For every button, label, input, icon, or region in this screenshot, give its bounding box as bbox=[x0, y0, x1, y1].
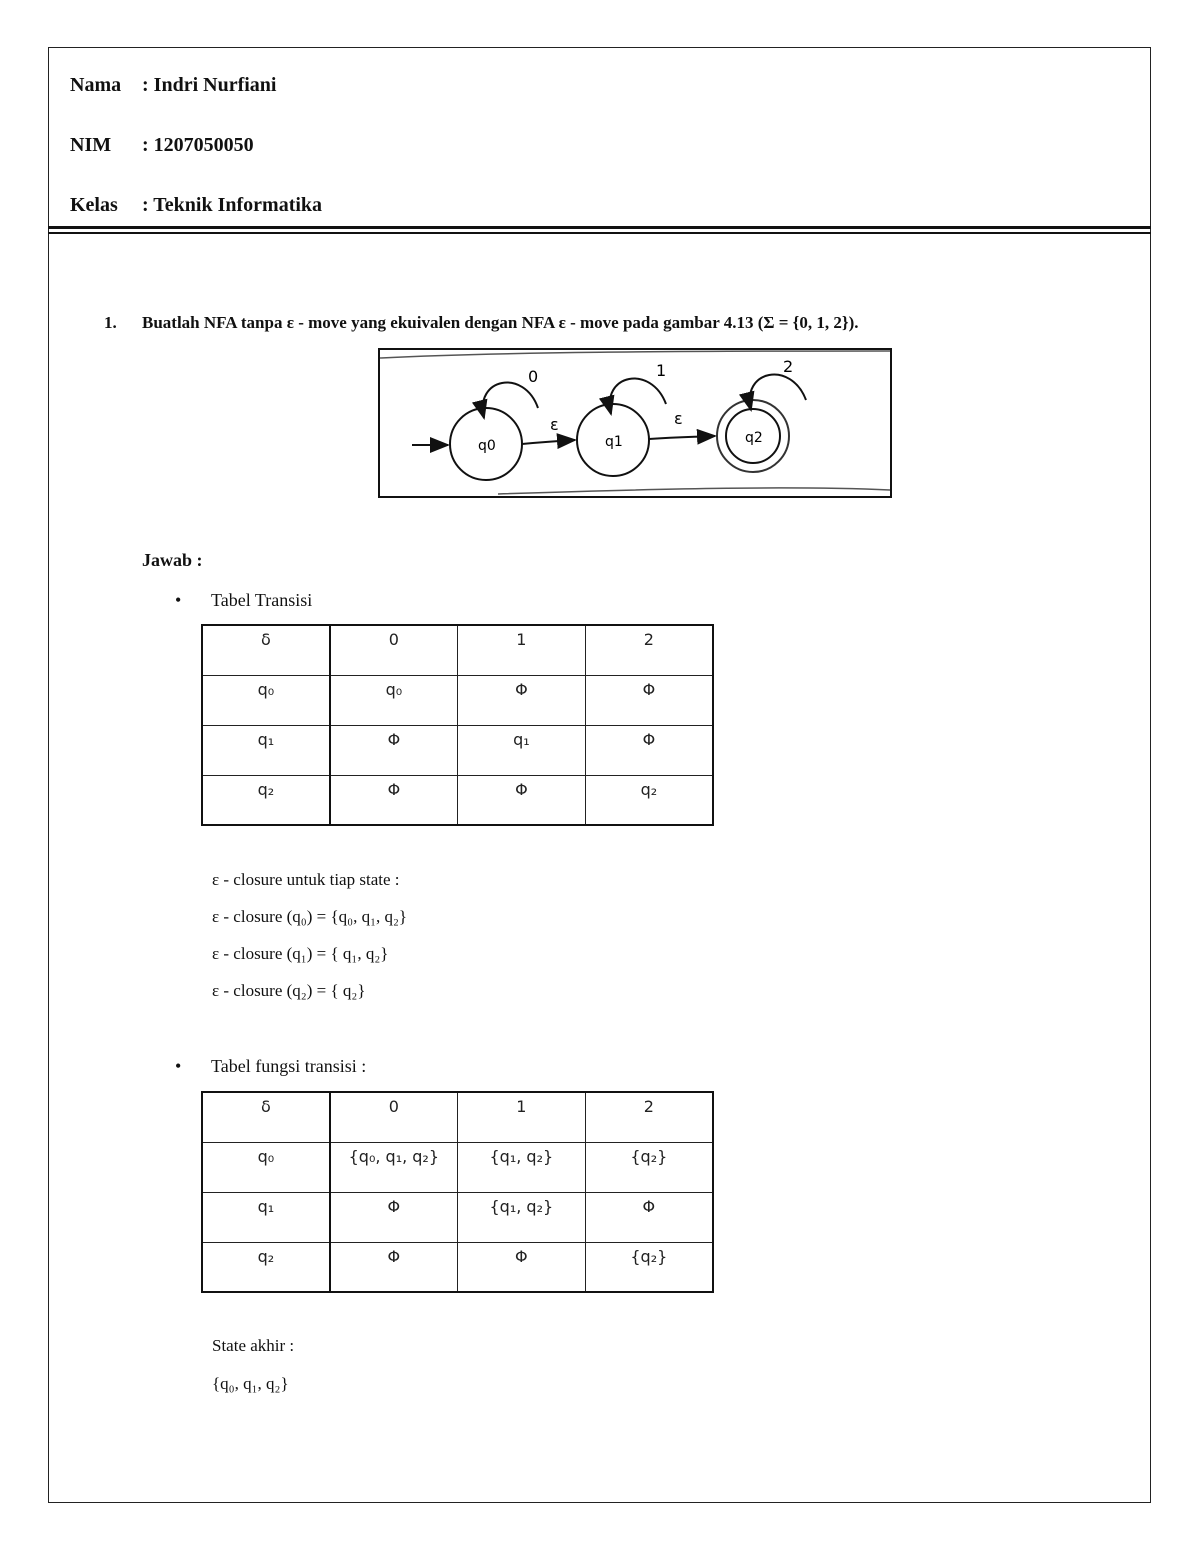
table-cell: {q₁, q₂} bbox=[457, 1142, 585, 1192]
table-row bbox=[202, 775, 713, 825]
nim-label: NIM bbox=[70, 134, 112, 156]
table-cell: Φ bbox=[330, 775, 458, 825]
question-text: Buatlah NFA tanpa ε - move yang ekuivalen dengan NFA ε - move pada gambar 4.13 (Σ = {0, 1, 2}). bbox=[142, 313, 859, 332]
bullet-text: Tabel fungsi transisi : bbox=[211, 1056, 367, 1076]
table-cell: Φ bbox=[330, 1192, 458, 1242]
table-row bbox=[202, 1142, 713, 1192]
kelas-value: : Teknik Informatika bbox=[142, 194, 323, 216]
table-row bbox=[202, 1092, 713, 1142]
table-cell: Φ bbox=[457, 1242, 585, 1292]
table-row bbox=[202, 625, 713, 675]
table-cell: {q₂} bbox=[585, 1142, 713, 1192]
header-rule-bottom bbox=[48, 232, 1151, 234]
nama-value: : Indri Nurfiani bbox=[142, 74, 277, 96]
bullet-dot: • bbox=[175, 1056, 182, 1076]
table-cell: q₁ bbox=[458, 725, 586, 775]
table-cell: Φ bbox=[330, 1242, 458, 1292]
bullet-tabel-transisi bbox=[175, 590, 312, 611]
jawab-label: Jawab : bbox=[142, 550, 203, 570]
table-cell: Φ bbox=[458, 675, 586, 725]
name-line bbox=[70, 74, 276, 97]
kelas-line bbox=[70, 194, 322, 217]
closure-q1: ε - closure (q₁) = { q₁, q₂} bbox=[212, 944, 389, 963]
table-row bbox=[202, 675, 713, 725]
table-header-cell: 1 bbox=[457, 1092, 585, 1142]
table-cell: {q₂} bbox=[585, 1242, 713, 1292]
bullet-tabel-fungsi bbox=[175, 1056, 366, 1077]
table-cell: q₀ bbox=[202, 1142, 330, 1192]
question-1 bbox=[104, 313, 859, 333]
table-header-cell: 2 bbox=[585, 1092, 713, 1142]
table-row bbox=[202, 1192, 713, 1242]
edge-label-q1-q2: ε bbox=[674, 409, 683, 428]
table-header-cell: 0 bbox=[330, 1092, 458, 1142]
closure-q0: ε - closure (q₀) = {q₀, q₁, q₂} bbox=[212, 907, 408, 926]
table-cell: q₁ bbox=[202, 725, 330, 775]
closure-title: ε - closure untuk tiap state : bbox=[212, 870, 400, 889]
header-rule-top bbox=[48, 226, 1151, 229]
table-cell: Φ bbox=[330, 725, 458, 775]
table-header-cell: 2 bbox=[585, 625, 713, 675]
nfa-figure bbox=[378, 348, 892, 498]
loop-label-2: 2 bbox=[783, 357, 794, 376]
loop-label-1: 1 bbox=[656, 361, 667, 380]
table-cell: q₂ bbox=[202, 1242, 330, 1292]
table-cell: Φ bbox=[585, 1192, 713, 1242]
table-header-cell: 1 bbox=[458, 625, 586, 675]
table-header-cell: δ bbox=[202, 1092, 330, 1142]
table-cell: Φ bbox=[458, 775, 586, 825]
table-row bbox=[202, 1242, 713, 1292]
function-table bbox=[201, 1091, 714, 1293]
table-cell: q₁ bbox=[202, 1192, 330, 1242]
bullet-dot: • bbox=[175, 590, 182, 610]
table-cell: q₂ bbox=[585, 775, 713, 825]
loop-label-0: 0 bbox=[528, 367, 539, 386]
nama-label: Nama bbox=[70, 74, 122, 96]
transition-table bbox=[201, 624, 714, 826]
final-state-value: {q₀, q₁, q₂} bbox=[212, 1374, 289, 1393]
table-cell: q₀ bbox=[202, 675, 330, 725]
state-q2-label: q2 bbox=[745, 430, 763, 446]
table-cell: {q₁, q₂} bbox=[457, 1192, 585, 1242]
state-q0-label: q0 bbox=[478, 438, 496, 454]
edge-label-q0-q1: ε bbox=[550, 415, 559, 434]
table-cell: Φ bbox=[585, 675, 713, 725]
nim-value: : 1207050050 bbox=[142, 134, 254, 156]
table-cell: q₀ bbox=[330, 675, 458, 725]
table-cell: q₂ bbox=[202, 775, 330, 825]
table-header-cell: δ bbox=[202, 625, 330, 675]
table-header-cell: 0 bbox=[330, 625, 458, 675]
question-number: 1. bbox=[104, 313, 117, 332]
bullet-text: Tabel Transisi bbox=[211, 590, 313, 610]
table-cell: Φ bbox=[585, 725, 713, 775]
final-state-title: State akhir : bbox=[212, 1336, 295, 1355]
state-q1-label: q1 bbox=[605, 434, 623, 450]
table-cell: {q₀, q₁, q₂} bbox=[330, 1142, 458, 1192]
nim-line bbox=[70, 134, 254, 157]
kelas-label: Kelas bbox=[70, 194, 118, 216]
table-row bbox=[202, 725, 713, 775]
closure-q2: ε - closure (q₂) = { q₂} bbox=[212, 981, 366, 1000]
